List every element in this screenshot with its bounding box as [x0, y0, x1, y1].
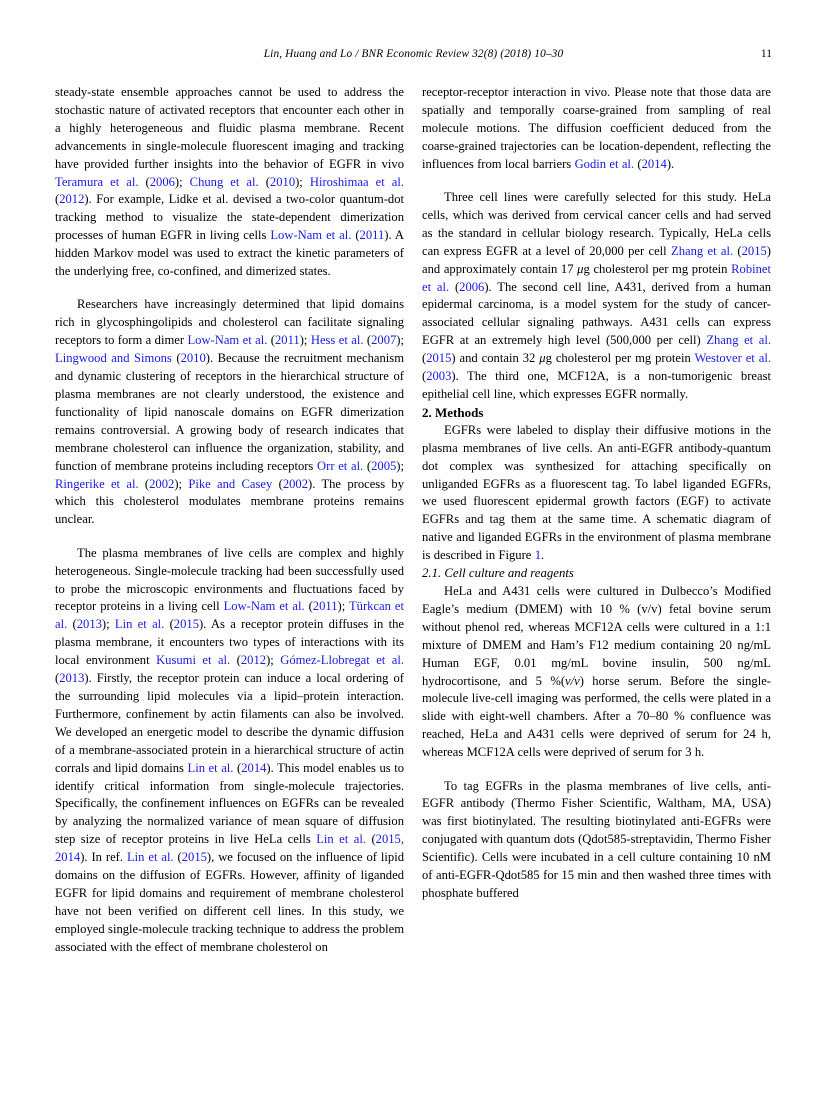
- body-text: ). In ref.: [80, 850, 127, 865]
- left-column: [55, 84, 404, 1074]
- citation-link[interactable]: 2011: [312, 599, 338, 614]
- citation-link[interactable]: Lin et al.: [114, 617, 165, 632]
- citation-link[interactable]: 2007: [371, 333, 397, 348]
- citation-link[interactable]: 2012: [240, 653, 267, 668]
- citation-link[interactable]: Zhang et al.: [706, 333, 771, 348]
- citation-link[interactable]: Lin et al.: [316, 832, 366, 847]
- body-text: ). The third one, MCF12A, is a non-tumorigenic breast epithelial cell line, which expresses EGFR normally.: [422, 369, 771, 401]
- citation-link[interactable]: 2002: [282, 476, 309, 491]
- body-text: (: [267, 333, 275, 348]
- citation-link[interactable]: 2015: [741, 243, 767, 258]
- italic-text: μ: [577, 261, 584, 276]
- body-text: (: [138, 174, 150, 189]
- page-number: 11: [760, 48, 772, 60]
- body-text: g cholesterol per mg protein: [583, 261, 732, 276]
- body-text: (: [449, 279, 460, 294]
- paragraph: [422, 422, 771, 565]
- paragraph: [422, 778, 771, 903]
- citation-link[interactable]: 2015: [426, 351, 452, 366]
- citation-link[interactable]: Lingwood and Simons: [55, 351, 172, 366]
- citation-link[interactable]: Hiroshimaa et al.: [309, 174, 404, 189]
- body-text: (: [173, 850, 182, 865]
- citation-link[interactable]: 2011: [275, 333, 300, 348]
- citation-link[interactable]: 2005: [371, 458, 397, 473]
- body-text: EGFRs were labeled to display their diffusive motions in the plasma membranes of live cells. An anti-EGFR antibody-quantum dot complex was synthesized for attaching specifically on unliganded EGFRs as a fluorescent tag. To label liganded EGFRs, we used fluorescent epidermal growth factors (EGF) to activate EGFRs and tag them at the same time. A schematic diagram of native and liganded EGFRs in the environment of plasma membrane is described in Figure: [422, 422, 771, 563]
- citation-link[interactable]: 2013: [76, 617, 102, 632]
- running-head-title: Lin, Huang and Lo / BNR Economic Review 32(8) (2018) 10–30: [263, 48, 564, 60]
- body-text: (: [304, 599, 313, 614]
- citation-link[interactable]: 2002: [149, 476, 175, 491]
- body-text: To tag EGFRs in the plasma membranes of live cells, anti-EGFR antibody (Thermo Fisher Scientific, Waltham, MA, USA) was first biotinylated. The resulting biotinylated anti-EGFRs were conjugated with quantum dots (Qdot585-streptavidin, Thermo Fisher Scientific). Cells were incubated in a cell culture containing 10 nM of anti-EGFR-Qdot585 for 15 min and then washed three times with phosphate buffered: [422, 778, 771, 900]
- body-text: );: [396, 458, 404, 473]
- two-column-body: [55, 84, 772, 1074]
- citation-link[interactable]: 2013: [59, 671, 85, 686]
- body-text: .: [541, 548, 545, 563]
- body-text: );: [101, 617, 115, 632]
- citation-link[interactable]: Kusumi et al.: [156, 653, 231, 668]
- body-text: );: [337, 599, 349, 614]
- body-text: Three cell lines were carefully selected for this study. HeLa cells, which was derived from cervical cancer cells and had served as the standard in cellular biology research. Typically, HeLa cells can express EGFR at a level of 20,000 per cell: [422, 190, 771, 258]
- citation-link[interactable]: 2014: [641, 156, 667, 171]
- body-text: ).: [666, 156, 675, 171]
- body-text: (: [272, 476, 283, 491]
- citation-link[interactable]: Robinet et al.: [422, 261, 771, 294]
- body-text: (: [55, 192, 60, 207]
- body-text: );: [174, 174, 190, 189]
- italic-text: v/v: [565, 673, 580, 688]
- section-heading: 2. Methods: [422, 404, 484, 420]
- body-text: );: [295, 174, 310, 189]
- body-text: ). As a receptor protein diffuses in the plasma membrane, it encounters two types of interactions with its local environment: [55, 617, 404, 668]
- citation-link[interactable]: 2006: [459, 279, 485, 294]
- citation-link[interactable]: Lin et al.: [126, 850, 174, 865]
- citation-link[interactable]: Orr et al.: [317, 458, 364, 473]
- body-text: );: [174, 476, 189, 491]
- citation-link[interactable]: 2015, 2014: [55, 832, 404, 865]
- paragraph: [422, 189, 771, 404]
- body-text: (: [422, 369, 427, 384]
- body-text: (: [733, 243, 742, 258]
- body-text: ). A hidden Markov model was used to extract the kinetic parameters of the underlying free, co-confined, and dimerized states.: [55, 228, 404, 279]
- citation-link[interactable]: 2015: [173, 617, 199, 632]
- body-text: ). This model enables us to identify critical information from single-molecule trajectories. Specifically, the confinement influences on EGFRs can be revealed by analyzing the normalized variance of mean square of diffusion step size of receptor proteins in live HeLa cells: [55, 760, 404, 847]
- paragraph: [422, 84, 771, 174]
- body-text: (: [363, 333, 372, 348]
- citation-link[interactable]: Zhang et al.: [671, 243, 734, 258]
- body-text: ) and contain 32: [451, 351, 540, 366]
- body-text: (: [634, 156, 642, 171]
- body-text: ), we focused on the influence of lipid domains on the diffusion of EGFRs. However, affinity of liganded EGFR for lipid domains and requirement of membrane cholesterol have not been verified on different cell lines. In this study, we employed single-molecule tracking technique to address the problem associated with the effect of membrane cholesterol on: [55, 850, 404, 954]
- body-text: );: [396, 333, 404, 348]
- body-text: steady-state ensemble approaches cannot be used to address the stochastic nature of activated receptors that encounter each other in a highly heterogeneous and fluidic plasma membrane. Recent advancements in single-molecule fluorescent imaging and tracking have provided further insights into the behavior of EGFR in vivo: [55, 85, 404, 171]
- body-text: (: [365, 832, 376, 847]
- body-text: ). For example, Lidke et al. devised a two-color quantum-dot tracking method to visualize the state-dependent dimerization processes of human EGFR in living cells: [55, 192, 404, 243]
- paragraph: [55, 296, 404, 529]
- body-text: receptor-receptor interaction in vivo. Please note that those data are spatially and temporally coarse-grained from sampling of real molecule motions. The diffusion coefficient deduced from the coarse-grained trajectories can be location-dependent, reflecting the influences from local barriers: [422, 85, 771, 171]
- body-text: (: [363, 458, 372, 473]
- body-text: (: [351, 228, 360, 243]
- citation-link[interactable]: 2003: [426, 369, 452, 384]
- body-text: g cholesterol per mg protein: [545, 351, 695, 366]
- citation-link[interactable]: 2015: [181, 850, 207, 865]
- citation-link[interactable]: 2014: [241, 760, 267, 775]
- body-text: Researchers have increasingly determined that lipid domains rich in glycosphingolipids and cholesterol can facilitate signaling receptors to form a dimer: [55, 297, 404, 348]
- paragraph: [422, 583, 771, 762]
- citation-link[interactable]: Low-Nam et al.: [223, 599, 305, 614]
- body-text: (: [230, 653, 241, 668]
- body-text: (: [138, 476, 150, 491]
- citation-link[interactable]: 1: [534, 548, 542, 563]
- body-text: The plasma membranes of live cells are complex and highly heterogeneous. Single-molecule tracking had been successfully used to probe the microscopic environments and fluctuations faced by receptor proteins in a living cell: [55, 545, 404, 614]
- citation-link[interactable]: Türkcan et al.: [55, 599, 404, 632]
- body-text: (: [422, 351, 427, 366]
- citation-link[interactable]: Pike and Casey: [188, 476, 273, 491]
- citation-link[interactable]: Low-Nam et al.: [270, 228, 352, 243]
- body-text: (: [164, 617, 174, 632]
- body-text: (: [55, 671, 60, 686]
- body-text: (: [233, 760, 242, 775]
- body-text: ). Firstly, the receptor protein can induce a local ordering of the surrounding lipid molecules via a lipid–protein interaction. Furthermore, confinement by actin filaments can also be involved. We developed an energetic model to describe the dynamic diffusion of a membrane-associated protein in a hierarchical structure of actin corrals and lipid domains: [55, 671, 404, 775]
- citation-link[interactable]: Godin et al.: [574, 156, 635, 171]
- citation-link[interactable]: Chung et al.: [189, 174, 259, 189]
- citation-link[interactable]: Ringerike et al.: [55, 476, 139, 491]
- citation-link[interactable]: Lin et al.: [187, 760, 234, 775]
- citation-link[interactable]: Hess et al.: [310, 333, 364, 348]
- body-text: ). The process by which this cholesterol modulates membrane proteins remains unclear.: [55, 476, 404, 527]
- body-text: ). The second cell line, A431, derived from a human epidermal carcinoma, is a model system for the study of cancer-associated cellular signaling pathways. A431 cells can express EGFR at an extremely high level (500,000 per cell): [422, 279, 771, 348]
- citation-link[interactable]: Teramura et al.: [55, 174, 139, 189]
- body-text: ) horse serum. Before the single-molecule live-cell imaging was performed, the cells were plated in a slide with eight-well chambers. After a 70–80 % confluence was reached, HeLa and A431 cells were deprived of serum for 24 h, whereas MCF12A cells were deprived of serum for 3 h.: [422, 673, 771, 760]
- body-text: ). Because the recruitment mechanism and dynamic clustering of receptors in the hierarchical structure of plasma membranes are not clearly understood, the existence and functionality of lipid nanoscale domains on EGFR dimerization remains controversial. A growing body of research indicates that membrane cholesterol can influence the organization, stability, and function of membrane proteins including receptors: [55, 351, 404, 473]
- paragraph: [55, 84, 404, 281]
- running-head: [55, 48, 772, 66]
- body-text: );: [299, 333, 311, 348]
- citation-link[interactable]: Low-Nam et al.: [187, 333, 268, 348]
- body-text: (: [258, 174, 270, 189]
- body-text: ) and approximately contain 17: [422, 243, 771, 276]
- body-text: HeLa and A431 cells were cultured in Dulbecco’s Modified Eagle’s medium (DMEM) with 10 % (v/v) fetal bovine serum without phenol red, whereas MCF12A cells were cultured in a 1:1 mixture of DMEM and Ham’s F12 medium containing 20 ng/mL Human EGF, 0.01 mg/mL bovine insulin, 500 ng/mL hydrocortisone, and 5 %(: [422, 583, 771, 688]
- citation-link[interactable]: Westover et al.: [694, 351, 771, 366]
- citation-link[interactable]: 2012: [59, 192, 85, 207]
- citation-link[interactable]: Gómez-Llobregat et al.: [280, 653, 404, 668]
- right-column: [422, 84, 771, 1074]
- citation-link[interactable]: 2011: [359, 228, 385, 243]
- subsection-heading: 2.1. Cell culture and reagents: [422, 566, 574, 581]
- citation-link[interactable]: 2010: [269, 174, 296, 189]
- citation-link[interactable]: 2010: [180, 351, 206, 366]
- body-text: (: [171, 351, 181, 366]
- paragraph: [55, 545, 404, 957]
- citation-link[interactable]: 2006: [149, 174, 175, 189]
- body-text: (: [67, 617, 77, 632]
- italic-text: μ: [539, 351, 546, 366]
- body-text: );: [266, 653, 281, 668]
